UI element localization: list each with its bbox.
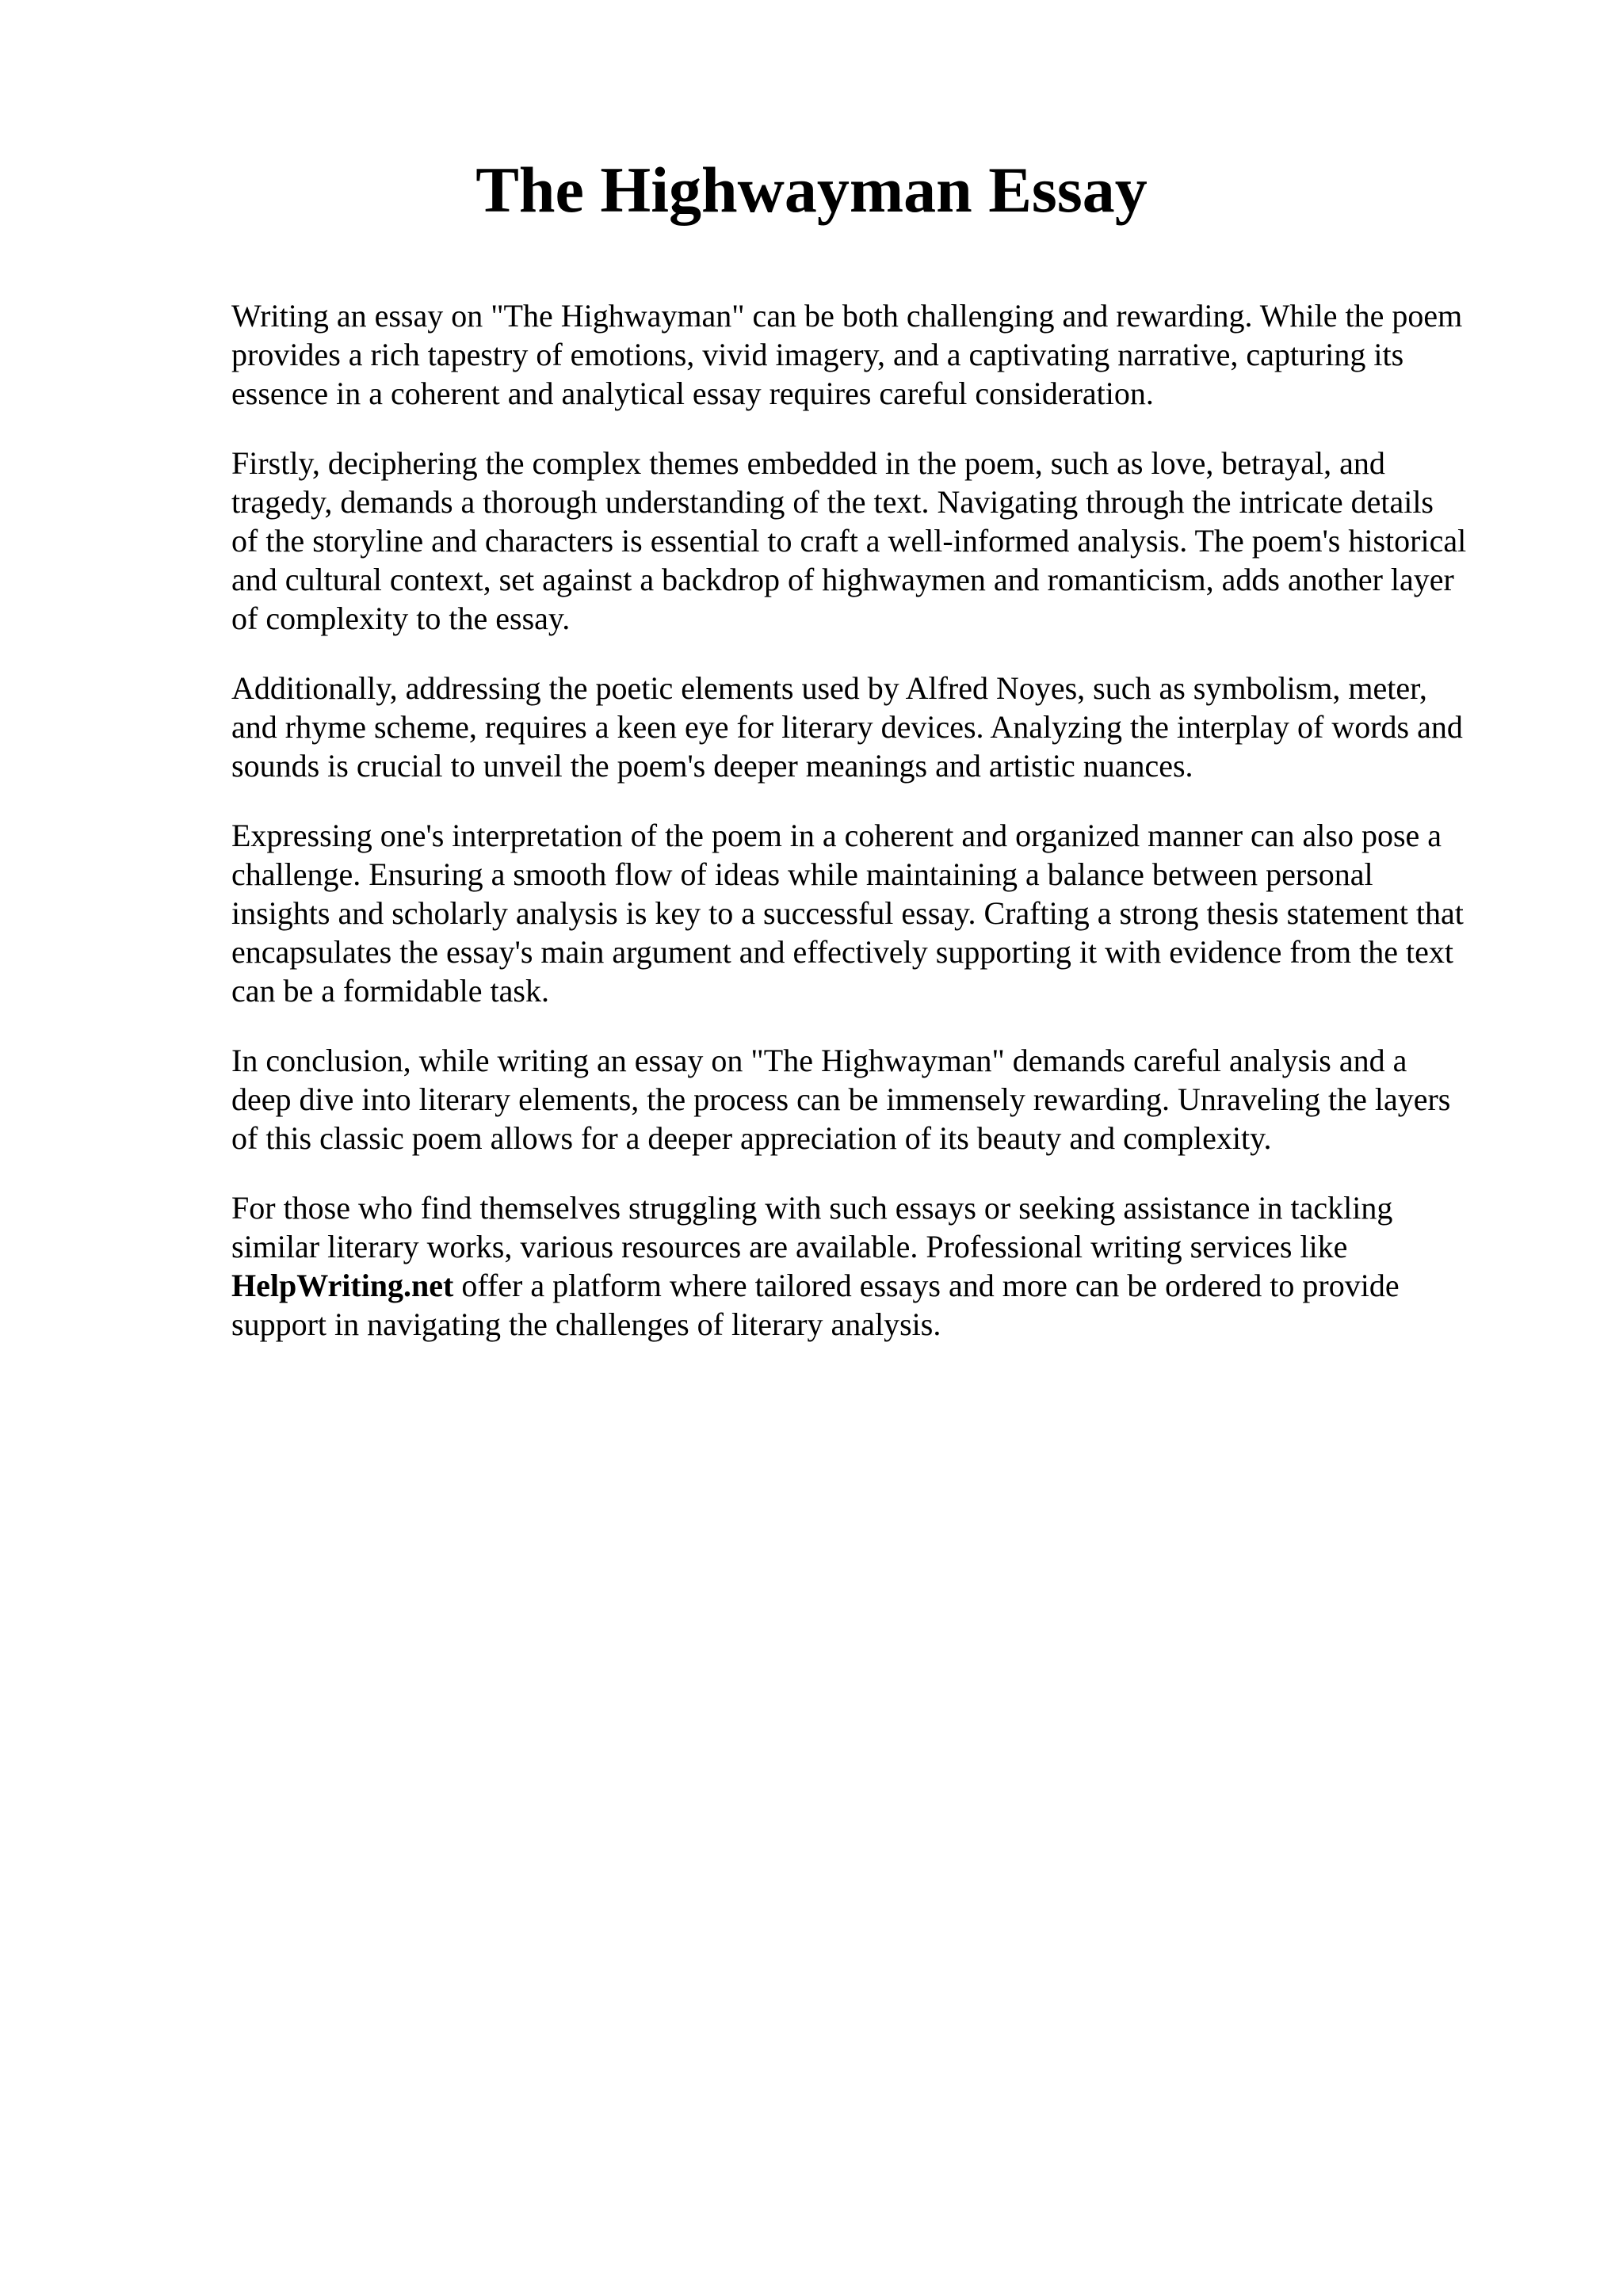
text-line: deep dive into literary elements, the process can be immensely rewarding. Unraveling the layers: [231, 1081, 1451, 1117]
text-line: of the storyline and characters is essential to craft a well-informed analysis. The poem's historical: [231, 523, 1467, 559]
paragraph-conclusion: [231, 1041, 1531, 1158]
text-line: and rhyme scheme, requires a keen eye for literary devices. Analyzing the interplay of words and: [231, 709, 1463, 745]
paragraph-themes: [231, 444, 1531, 638]
text-line-with-link: [231, 1266, 1531, 1305]
paragraph-interpretation: [231, 816, 1531, 1010]
text-line: Expressing one's interpretation of the poem in a coherent and organized manner can also pose a: [231, 818, 1442, 853]
paragraph-poetic-elements: [231, 669, 1531, 785]
text-line: tragedy, demands a thorough understanding of the text. Navigating through the intricate details: [231, 484, 1434, 520]
text-line: can be a formidable task.: [231, 973, 549, 1009]
helpwriting-link[interactable]: HelpWriting.net: [231, 1268, 454, 1303]
text-line: provides a rich tapestry of emotions, vivid imagery, and a captivating narrative, capturing its: [231, 337, 1404, 372]
essay-body: [231, 296, 1531, 1375]
paragraph-intro: [231, 296, 1531, 413]
text-line: challenge. Ensuring a smooth flow of ideas while maintaining a balance between personal: [231, 856, 1373, 892]
page-title: The Highwayman Essay: [475, 154, 1148, 226]
text-line: insights and scholarly analysis is key to a successful essay. Crafting a strong thesis statement that: [231, 895, 1464, 931]
text-line: Writing an essay on "The Highwayman" can be both challenging and rewarding. While the poem: [231, 298, 1463, 334]
text-line: and cultural context, set against a backdrop of highwaymen and romanticism, adds another layer: [231, 562, 1454, 597]
text-line: Additionally, addressing the poetic elements used by Alfred Noyes, such as symbolism, meter,: [231, 670, 1427, 706]
text-line: For those who find themselves struggling with such essays or seeking assistance in tackling: [231, 1190, 1393, 1226]
text-line: encapsulates the essay's main argument and effectively supporting it with evidence from the text: [231, 934, 1453, 970]
text-line: In conclusion, while writing an essay on "The Highwayman" demands careful analysis and a: [231, 1043, 1407, 1078]
text-line: Firstly, deciphering the complex themes embedded in the poem, such as love, betrayal, and: [231, 445, 1385, 481]
text-line: essence in a coherent and analytical essay requires careful consideration.: [231, 376, 1154, 411]
text-segment: offer a platform where tailored essays and more can be ordered to provide: [453, 1268, 1400, 1303]
text-line: sounds is crucial to unveil the poem's deeper meanings and artistic nuances.: [231, 748, 1193, 784]
text-line: of this classic poem allows for a deeper appreciation of its beauty and complexity.: [231, 1120, 1272, 1156]
paragraph-resources: [231, 1188, 1531, 1344]
text-line: support in navigating the challenges of literary analysis.: [231, 1306, 941, 1342]
text-line: similar literary works, various resources are available. Professional writing services like: [231, 1229, 1348, 1264]
text-line: of complexity to the essay.: [231, 601, 571, 636]
